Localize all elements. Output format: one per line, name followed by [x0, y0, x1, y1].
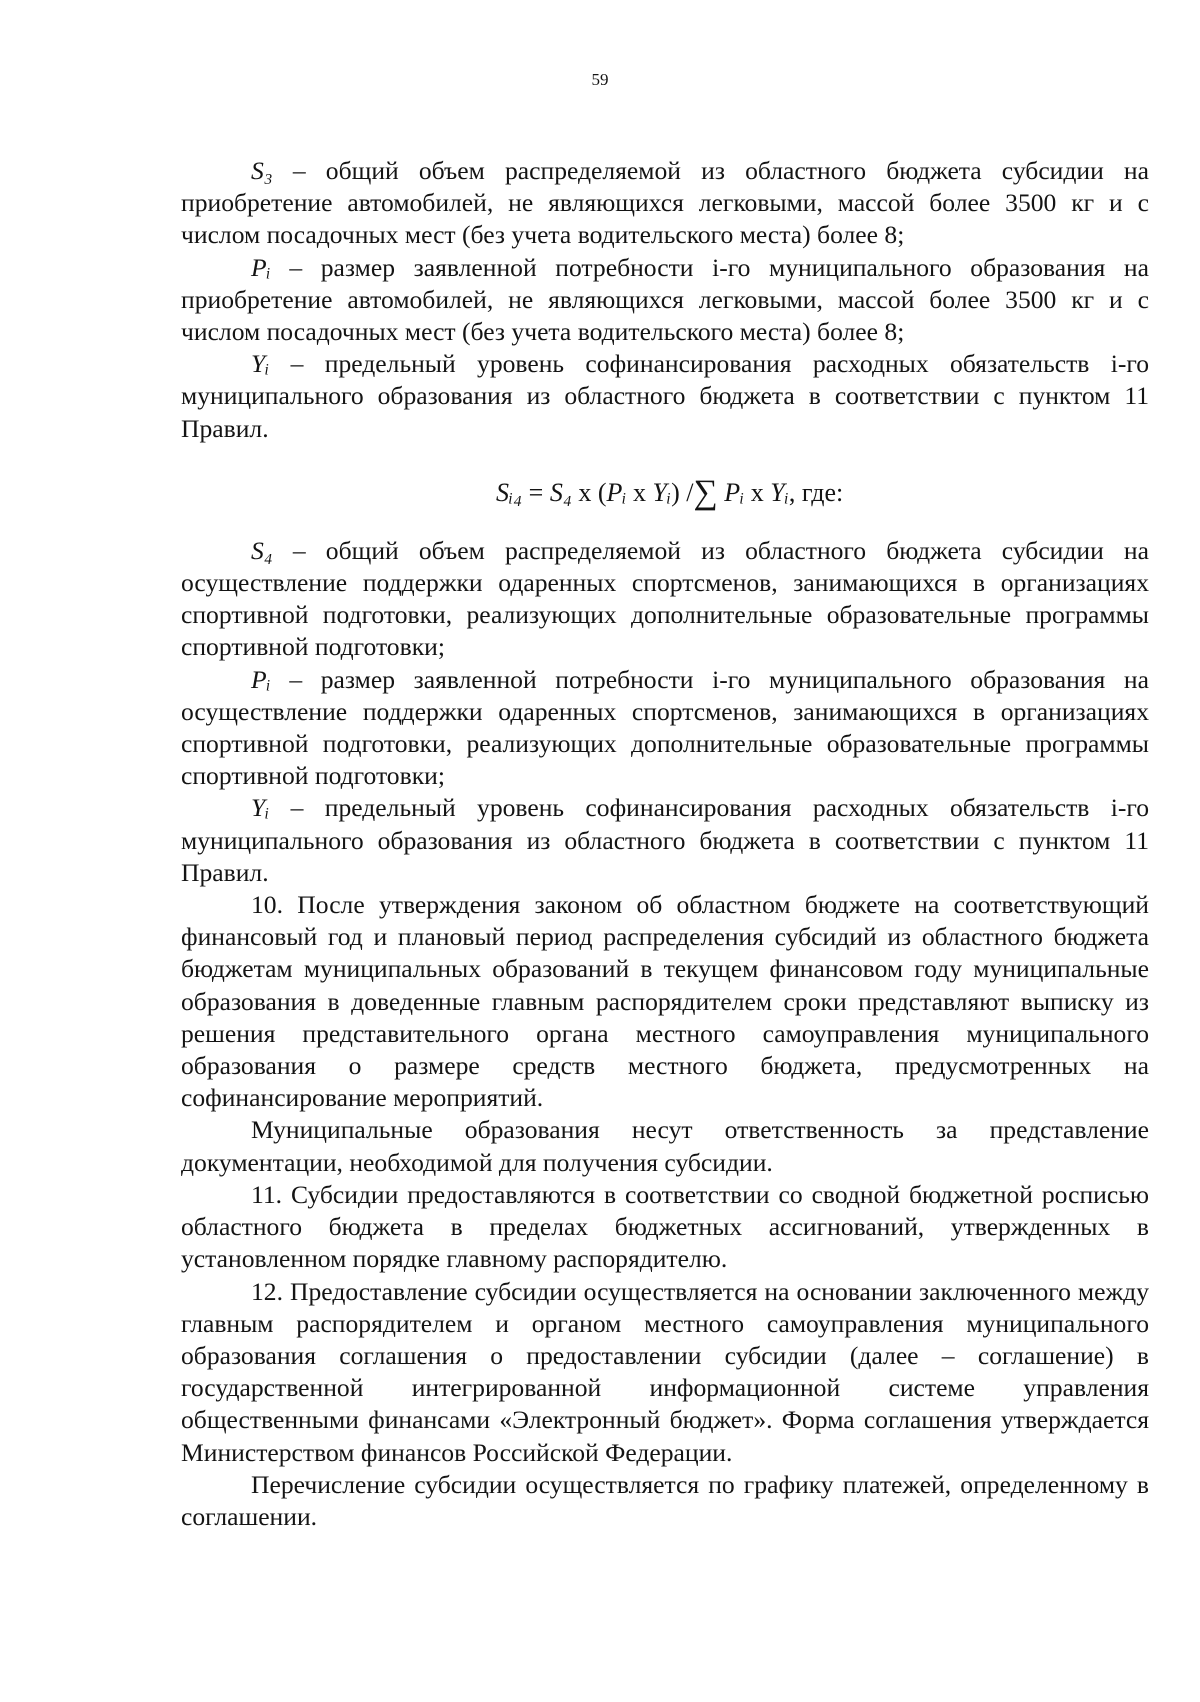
- definition-yi-1: [181, 348, 1149, 445]
- formula-lhs: Sᵢ₄: [496, 477, 523, 507]
- formula-s4: [181, 473, 1149, 511]
- formula-times-3: x: [744, 477, 771, 507]
- variable-yi: Yᵢ: [251, 793, 270, 823]
- paragraph-11: 11. Субсидии предоставляются в соответствии со сводной бюджетной росписью областного бюджета в пределах бюджетных ассигнований, утвержденных в установленном порядке главному распорядителю.: [181, 1179, 1149, 1274]
- formula-tail: , где:: [788, 477, 844, 507]
- formula-close: ) /: [671, 477, 694, 507]
- paragraph-10-responsibility: Муниципальные образования несут ответственность за представление документации, необходимой для получения субсидии.: [181, 1115, 1149, 1177]
- definition-yi-2-text: – предельный уровень софинансирования расходных обязательств i-го муниципального образования из областного бюджета в соответствии с пунктом 11 Правил.: [181, 793, 1149, 887]
- definition-s4-text: – общий объем распределяемой из областного бюджета субсидии на осуществление поддержки одаренных спортсменов, занимающихся в организациях спортивной подготовки, реализующих дополнительные образовательные программы спортивной подготовки;: [181, 535, 1149, 662]
- formula-pi-1: Pᵢ: [606, 477, 627, 507]
- definition-s3-text: – общий объем распределяемой из областного бюджета субсидии на приобретение автомобилей, не являющихся легковыми, массой более 3500 кг и с числом посадочных мест (без учета водительского места) более 8;: [181, 156, 1149, 250]
- formula-equals: =: [522, 477, 550, 507]
- formula-yi-2: Yᵢ: [770, 477, 789, 507]
- document-body: [181, 155, 1149, 1533]
- definition-yi-2: [181, 792, 1149, 889]
- definition-s3: [181, 155, 1149, 252]
- variable-pi: Pᵢ: [251, 252, 271, 282]
- variable-s3: S₃: [251, 156, 273, 185]
- page-number: 59: [591, 70, 609, 89]
- formula-pi-2: Pᵢ: [717, 477, 745, 507]
- variable-yi: Yᵢ: [251, 349, 270, 379]
- definition-pi-2: [181, 664, 1149, 793]
- formula-yi-1: Yᵢ: [652, 477, 672, 507]
- sigma-icon: ∑: [693, 473, 718, 511]
- paragraph-10: 10. После утверждения законом об областном бюджете на соответствующий финансовый год и плановый период распределения субсидий из областного бюджета бюджетам муниципальных образований в текущем финансовом году муниципальные образования в доведенные главным распорядителем сроки представляют выписку из решения представительного органа местного самоуправления муниципального образования о размере средств местного бюджета, предусмотренных на софинансирование мероприятий.: [181, 890, 1149, 1113]
- variable-pi: Pᵢ: [251, 664, 271, 694]
- definition-pi-2-text: – размер заявленной потребности i-го муниципального образования на осуществление поддержки одаренных спортсменов, занимающихся в организациях спортивной подготовки, реализующих дополнительные образовательные программы спортивной подготовки;: [181, 664, 1149, 791]
- paragraph-12-transfer: Перечисление субсидии осуществляется по графику платежей, определенному в соглашении.: [181, 1469, 1149, 1531]
- definition-yi-1-text: – предельный уровень софинансирования расходных обязательств i-го муниципального образования из областного бюджета в соответствии с пунктом 11 Правил.: [181, 349, 1149, 443]
- formula-s4-term: S₄: [549, 477, 572, 507]
- definition-pi-1: [181, 252, 1149, 349]
- variable-s4: S₄: [251, 535, 273, 565]
- formula-times-2: x: [626, 477, 653, 507]
- definition-pi-1-text: – размер заявленной потребности i-го муниципального образования на приобретение автомобилей, не являющихся легковыми, массой более 3500 кг и с числом посадочных мест (без учета водительского места) более 8;: [181, 252, 1149, 347]
- definition-s4: [181, 535, 1149, 664]
- paragraph-12: 12. Предоставление субсидии осуществляется на основании заключенного между главным распорядителем и органом местного самоуправления муниципального образования соглашения о предоставлении субсидии (далее – соглашение) в государственной интегрированной информационной системе управления общественными финансами «Электронный бюджет». Форма соглашения утверждается Министерством финансов Российской Федерации.: [181, 1276, 1149, 1467]
- formula-times-1: x (: [571, 477, 607, 507]
